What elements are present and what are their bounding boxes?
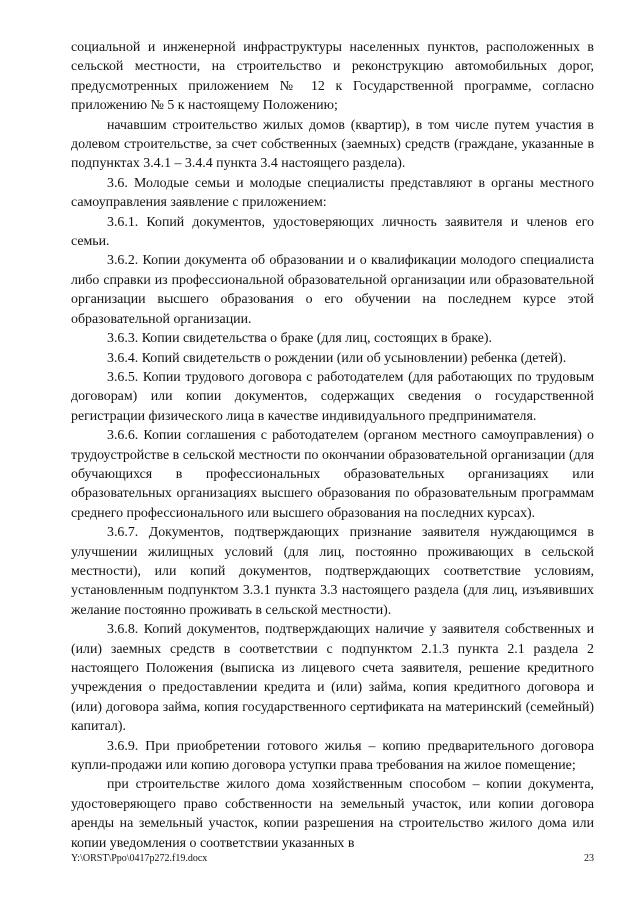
paragraph-3-6-7: 3.6.7. Документов, подтверждающих признание заявителя нуждающимся в улучшении жилищных условий (для лиц, постоянно проживающих в сельской местности), или копий документов, подтверждающих соответствие условиям, установленным подпунктом 3.3.1 пункта 3.3 настоящего раздела (для лиц, изъявивших желание постоянно проживать в сельской местности). (71, 525, 594, 618)
document-body (71, 38, 594, 853)
paragraph-3-6-2: 3.6.2. Копии документа об образовании и о квалификации молодого специалиста либо справки из профессиональной образовательной организации или образовательной организации высшего образования о его обучении на последнем курсе этой образовательной организации. (71, 253, 594, 327)
paragraph-3-6-4: 3.6.4. Копий свидетельств о рождении (или об усыновлении) ребенка (детей). (107, 350, 567, 366)
paragraph-3-6-9: 3.6.9. При приобретении готового жилья – копию предварительного договора купли-продажи или копию договора уступки права требования на жилое помещение; (71, 738, 594, 774)
paragraph-continuation: социальной и инженерной инфраструктуры населенных пунктов, расположенных в сельской местности, на строительство и реконструкцию автомобильных дорог, предусмотренных приложением № 12 к Государственной программе, согласно приложению № 5 к настоящему Положению; (71, 40, 594, 114)
paragraph: при строительстве жилого дома хозяйственным способом – копии документа, удостоверяющего право собственности на земельный участок, или копии договора аренды на земельный участок, копии разрешения на строительство жилого дома или копии уведомления о соответствии указанных в (71, 777, 594, 851)
paragraph-3-6-5: 3.6.5. Копии трудового договора с работодателем (для работающих по трудовым договорам) или копии документов, содержащих сведения о государственной регистрации физического лица в качестве индивидуального предпринимателя. (71, 369, 594, 424)
footer-file-path: Y:\ORST\Ppo\0417p272.f19.docx (71, 853, 208, 864)
paragraph-3-6: 3.6. Молодые семьи и молодые специалисты представляют в органы местного самоуправления заявление с приложением: (71, 175, 594, 211)
page-number: 23 (584, 853, 594, 864)
paragraph-3-6-8: 3.6.8. Копий документов, подтверждающих наличие у заявителя собственных и (или) заемных средств в соответствии с подпунктом 2.1.3 пункта 2.1 раздела 2 настоящего Положения (выписка из лицевого счета заявителя, решение кредитного учреждения о предоставлении кредита и (или) займа, копия кредитного договора и (или) договора займа, копия государственного сертификата на материнский (семейный) капитал). (71, 622, 594, 735)
paragraph-3-6-6: 3.6.6. Копии соглашения с работодателем (органом местного самоуправления) о трудоустройстве в сельской местности по окончании образовательной организации (для обучающихся в профессиональных образовательных организациях или образовательных организациях высшего образования по образовательным программам среднего профессионального или высшего образования на последних курсах). (71, 428, 594, 521)
paragraph: начавшим строительство жилых домов (квартир), в том числе путем участия в долевом строительстве, за счет собственных (заемных) средств (граждане, указанные в подпунктах 3.4.1 – 3.4.4 пункта 3.4 настоящего раздела). (71, 117, 594, 172)
paragraph-3-6-3: 3.6.3. Копии свидетельства о браке (для лиц, состоящих в браке). (107, 331, 493, 347)
paragraph-3-6-1: 3.6.1. Копий документов, удостоверяющих личность заявителя и членов его семьи. (71, 214, 594, 250)
